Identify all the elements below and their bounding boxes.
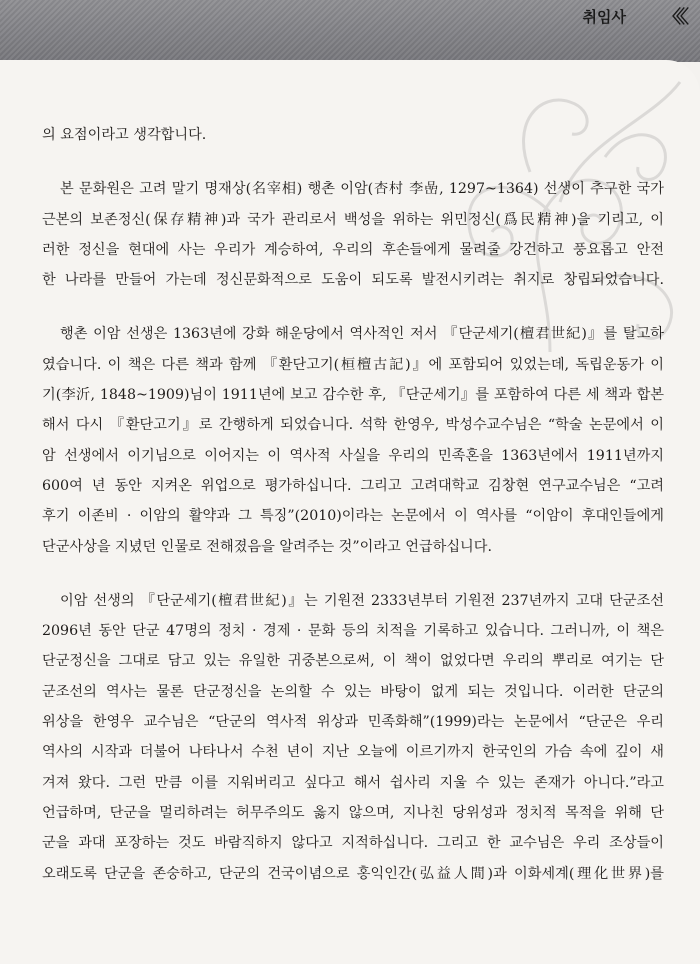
text-line: 위상을 한영우 교수님은 “단군의 역사적 위상과 민족화해”(1999)라는 논문에서 “단군은 우리: [42, 714, 664, 731]
text-line: 600여 년 동안 지켜온 위업으로 평가하십니다. 그리고 고려대학교 김창현 연구교수님은 “고려: [42, 477, 664, 494]
text-line: 기(李沂, 1848~1909)님이 1911년에 보고 감수한 후, 『단군세기』를 포함하여 다른 세 책과 합본: [42, 387, 664, 404]
text-line: 이암 선생의 『단군세기(檀君世紀)』는 기원전 2333년부터 기원전 237년까지 고대 단군조선: [60, 592, 664, 609]
text-line: 언급하며, 단군을 멀리하려는 허무주의도 옳지 않으며, 지나친 당위성과 정치적 목적을 위해 단: [42, 804, 664, 821]
section-label: 취임사: [582, 8, 626, 26]
article-body: [42, 120, 664, 889]
text-line: 의 요점이라고 생각합니다.: [42, 127, 207, 143]
text-line: 단군정신을 그대로 담고 있는 유일한 귀중본으로써, 이 책이 없었다면 우리의 뿌리로 여기는 단: [42, 653, 664, 670]
text-line: 한 나라를 만들어 가는데 정신문화적으로 도움이 되도록 발전시키려는 취지로 창립되었습니다.: [42, 272, 664, 289]
paragraph: [42, 586, 664, 889]
text-line: 본 문화원은 고려 말기 명재상(名宰相) 행촌 이암(杏村 李嵒, 1297~1364) 선생이 추구한 국가: [60, 181, 664, 198]
text-line: 겨져 왔다. 그런 만큼 이를 지워버리고 싶다고 해서 쉽사리 지울 수 있는 존재가 아니다.”라고: [42, 774, 664, 791]
text-line: 오래도록 단군을 존숭하고, 단군의 건국이념으로 홍익인간(弘益人間)과 이화세계(理化世界)를: [42, 865, 664, 882]
text-line: 러한 정신을 현대에 사는 우리가 계승하여, 우리의 후손들에게 물려줄 강건하고 풍요롭고 안전: [42, 241, 664, 258]
text-line: 근본의 보존정신(保存精神)과 국가 관리로서 백성을 위하는 위민정신(爲民精神)을 기리고, 이: [42, 211, 664, 228]
text-line: 2096년 동안 단군 47명의 정치 · 경제 · 문화 등의 치적을 기록하고 있습니다. 그러니까, 이 책은: [42, 623, 664, 640]
text-line: 군을 과대 포장하는 것도 바람직하지 않다고 지적하십니다. 그리고 한 교수님은 우리 조상들이: [42, 835, 664, 852]
text-line: 단군사상을 지녔던 인물로 전해졌음을 알려주는 것”이라고 언급하십니다.: [42, 538, 492, 555]
paragraph: [42, 174, 664, 295]
text-line: 역사의 시작과 더불어 나타나서 수천 년이 지난 오늘에 이르기까지 한국인의 가슴 속에 깊이 새: [42, 744, 664, 761]
text-line: 해서 다시 『환단고기』로 간행하게 되었습니다. 석학 한영우, 박성수교수님은 “학술 논문에서 이: [42, 417, 664, 434]
text-line: 암 선생에서 이기님으로 이어지는 이 역사적 사실을 우리의 민족혼을 1363년에서 1911년까지: [42, 447, 664, 464]
paragraph: [42, 120, 664, 150]
text-line: 후기 이존비 · 이암의 활약과 그 특징”(2010)이라는 논문에서 이 역사를 “이암이 후대인들에게: [42, 508, 664, 525]
text-line: 였습니다. 이 책은 다른 책과 함께 『환단고기(桓檀古記)』에 포함되어 있었는데, 독립운동가 이: [42, 356, 664, 373]
text-line: 군조선의 역사는 물론 단군정신을 논의할 수 있는 바탕이 없게 되는 것입니다. 이러한 단군의: [42, 683, 664, 700]
header-band: [0, 0, 700, 62]
paragraph: [42, 319, 664, 561]
chevron-left-icon: 〈〈〈: [663, 7, 684, 28]
text-line: 행촌 이암 선생은 1363년에 강화 해운당에서 역사적인 저서 『단군세기(檀君世紀)』를 탈고하: [60, 326, 664, 343]
